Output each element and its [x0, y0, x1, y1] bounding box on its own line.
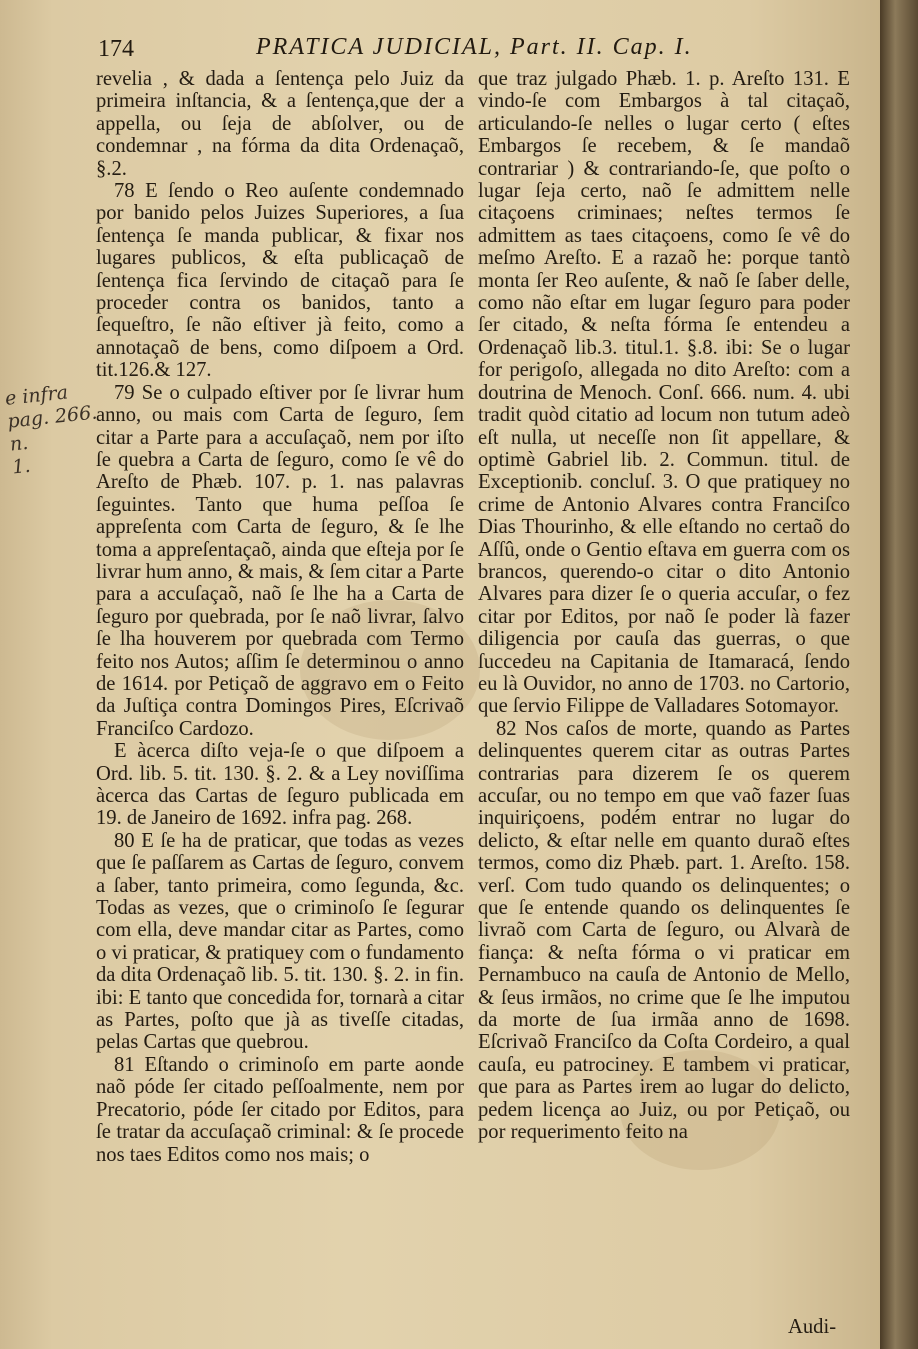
page-number: 174: [98, 36, 134, 62]
paragraph-79: 79 Se o culpado eſtiver por ſe livrar hum anno, ou mais com Carta de ſeguro, ſem citar a Parte para a accuſaçaõ, nem por iſto ſe quebra a Carta de ſeguro, como ſe vê do Areſto de Phæb. 107. p. 1. nas palavras ſeguintes. Tanto que huma peſſoa ſe appreſenta com Carta de ſeguro, & ſe lhe toma a appreſentaçaõ, ainda que eſteja por ſe livrar hum anno, & mais, & ſem citar a Parte para a accuſaçaõ, naõ ſe lhe ha a Carta de ſeguro por quebrada, por ſe naõ livrar, ſalvo ſe lha houverem por quebrada com Termo feito nos Autos; aſſim ſe determinou o anno de 1614. por Petiçaõ de aggravo em o Feito da Juſtiça contra Domingos Pires, Eſcrivaõ Franciſco Cardozo.: [96, 381, 464, 740]
handwritten-margin-note: [4, 378, 109, 480]
margin-note-line: 1.: [11, 454, 32, 479]
page-header: [98, 32, 868, 66]
paragraph-note: E àcerca diſto veja-ſe o que diſpoem a Ord. lib. 5. tit. 130. §. 2. & a Ley noviſſima àcerca das Cartas de ſeguro publicada em 19. de Janeiro de 1692. infra pag. 268.: [96, 740, 464, 830]
paragraph-82: 82 Nos caſos de morte, quando as Partes delinquentes querem citar as outras Partes contrarias para dizerem ſe os querem accuſar, ou no tempo em que vaõ fazer ſuas inquiriçoens, podém entrar no lugar do delicto, & eſtar nelle em quanto duraõ eſtes termos, como diz Phæb. part. 1. Areſto. 158. verſ. Com tudo quando os delinquentes; o que ſe entende quando os delinquentes ſe livraõ com Carta de ſeguro, ou Alvarà de fiança: & neſta fórma o vi praticar em Pernambuco na cauſa de Antonio de Mello, & ſeus irmãos, no crime que ſe lhe imputou da morte de ſua irmãa anno de 1698. Eſcrivaõ Franciſco da Coſta Cordeiro, a qual cauſa, eu patrociney. E tambem vi praticar, que para as Partes irem ao lugar do delicto, pedem licença ao Juiz, ou por Petiçaõ, ou por requerimento feito na: [478, 717, 850, 1144]
catchword: Audi-: [788, 1316, 837, 1338]
paragraph: que traz julgado Phæb. 1. p. Areſto 131. E vindo-ſe com Embargos à tal citaçaõ, articulando-ſe nelles o lugar certo ( eſtes Embargos ſe recebem, & ſe mandaõ contrariar ) & contrariando-ſe, que poſto o lugar ſeja certo, naõ ſe admittem nelle citaçoens criminaes; neſtes termos ſe admittem as taes citaçoens, como ſe vê do meſmo Areſto. E a razaõ he: porque tantò monta ſer Reo auſente, & naõ ſe ſaber delle, como não eſtar em lugar ſeguro para poder ſer citado, & neſta fórma ſe entendeu a Ordenaçaõ lib.3. titul.1. §.8. ibi: Se o lugar for perigoſo, allegada no dito Areſto: com a doutrina de Menoch. Conſ. 666. num. 4. ubi tradit quòd citatio ad locum non tutum adeò eſt nulla, ut neceſſe non ſit appellare, & optimè Gabriel lib. 2. Commun. titul. de Exceptionib. concluſ. 3. O que pratiquey no crime de Antonio Alvares contra Franciſco Dias Thourinho, & elle eſtando no certaõ do Aſſû, onde o Gentio eſtava em guerra com os brancos, querendo-o citar o dito Antonio Alvares para dizer ſe o queria accuſar, o fez citar por Editos, por naõ ſe poder là fazer diligencia por cauſa das guerras, o que ſuccedeu na Capitania de Itamaracá, ſendo eu là Ouvidor, no anno de 1703. no Cartorio, que ſervio Filippe de Valladares Sotomayor.: [478, 68, 850, 718]
running-title: PRATICA JUDICIAL, Part. II. Cap. I.: [256, 34, 693, 60]
paragraph-80: 80 E ſe ha de praticar, que todas as vezes que ſe paſſarem as Cartas de ſeguro, convem a ſaber, tanto primeira, como ſegunda, &c. Todas as vezes, que o criminoſo ſe ſegurar com ella, deve mandar citar as Partes, como o vi praticar, & pratiquey com o fundamento da dita Ordenaçaõ lib. 5. tit. 130. §. 2. in fin. ibi: E tanto que concedida for, tornarà a citar as Partes, poſto que jà as tiveſſe citadas, pelas Cartas que quebrou.: [96, 829, 464, 1054]
margin-note-line: e infra: [4, 381, 70, 410]
right-column: [478, 68, 850, 1144]
paragraph-78: 78 E ſendo o Reo auſente condemnado por banido pelos Juizes Superiores, a ſua ſentença ſe manda publicar, & fixar nos lugares publicos, & eſta publicaçaõ de ſentença fica ſervindo de citaçaõ para ſe proceder contra os banidos, tanto a ſequeſtro, ſe não eſtiver jà feito, como a annotaçaõ de bens, como diſpoem a Ord. tit.126.& 127.: [96, 180, 464, 382]
paragraph: revelia , & dada a ſentença pelo Juiz da primeira inſtancia, & a ſentença,que der a appella, ou ſeja de abſolver, ou de condemnar , na fórma da dita Ordenaçaõ, §.2.: [96, 68, 464, 180]
paragraph-81: 81 Eſtando o criminoſo em parte aonde naõ póde ſer citado peſſoalmente, nem por Precatorio, póde ſer citado por Editos, para ſe tratar da accuſaçaõ criminal: & ſe procede nos taes Editos como nos mais; o: [96, 1053, 464, 1166]
book-edge: [880, 0, 918, 1349]
margin-note-line: pag. 266. n.: [6, 401, 99, 456]
left-column: [96, 68, 464, 1166]
